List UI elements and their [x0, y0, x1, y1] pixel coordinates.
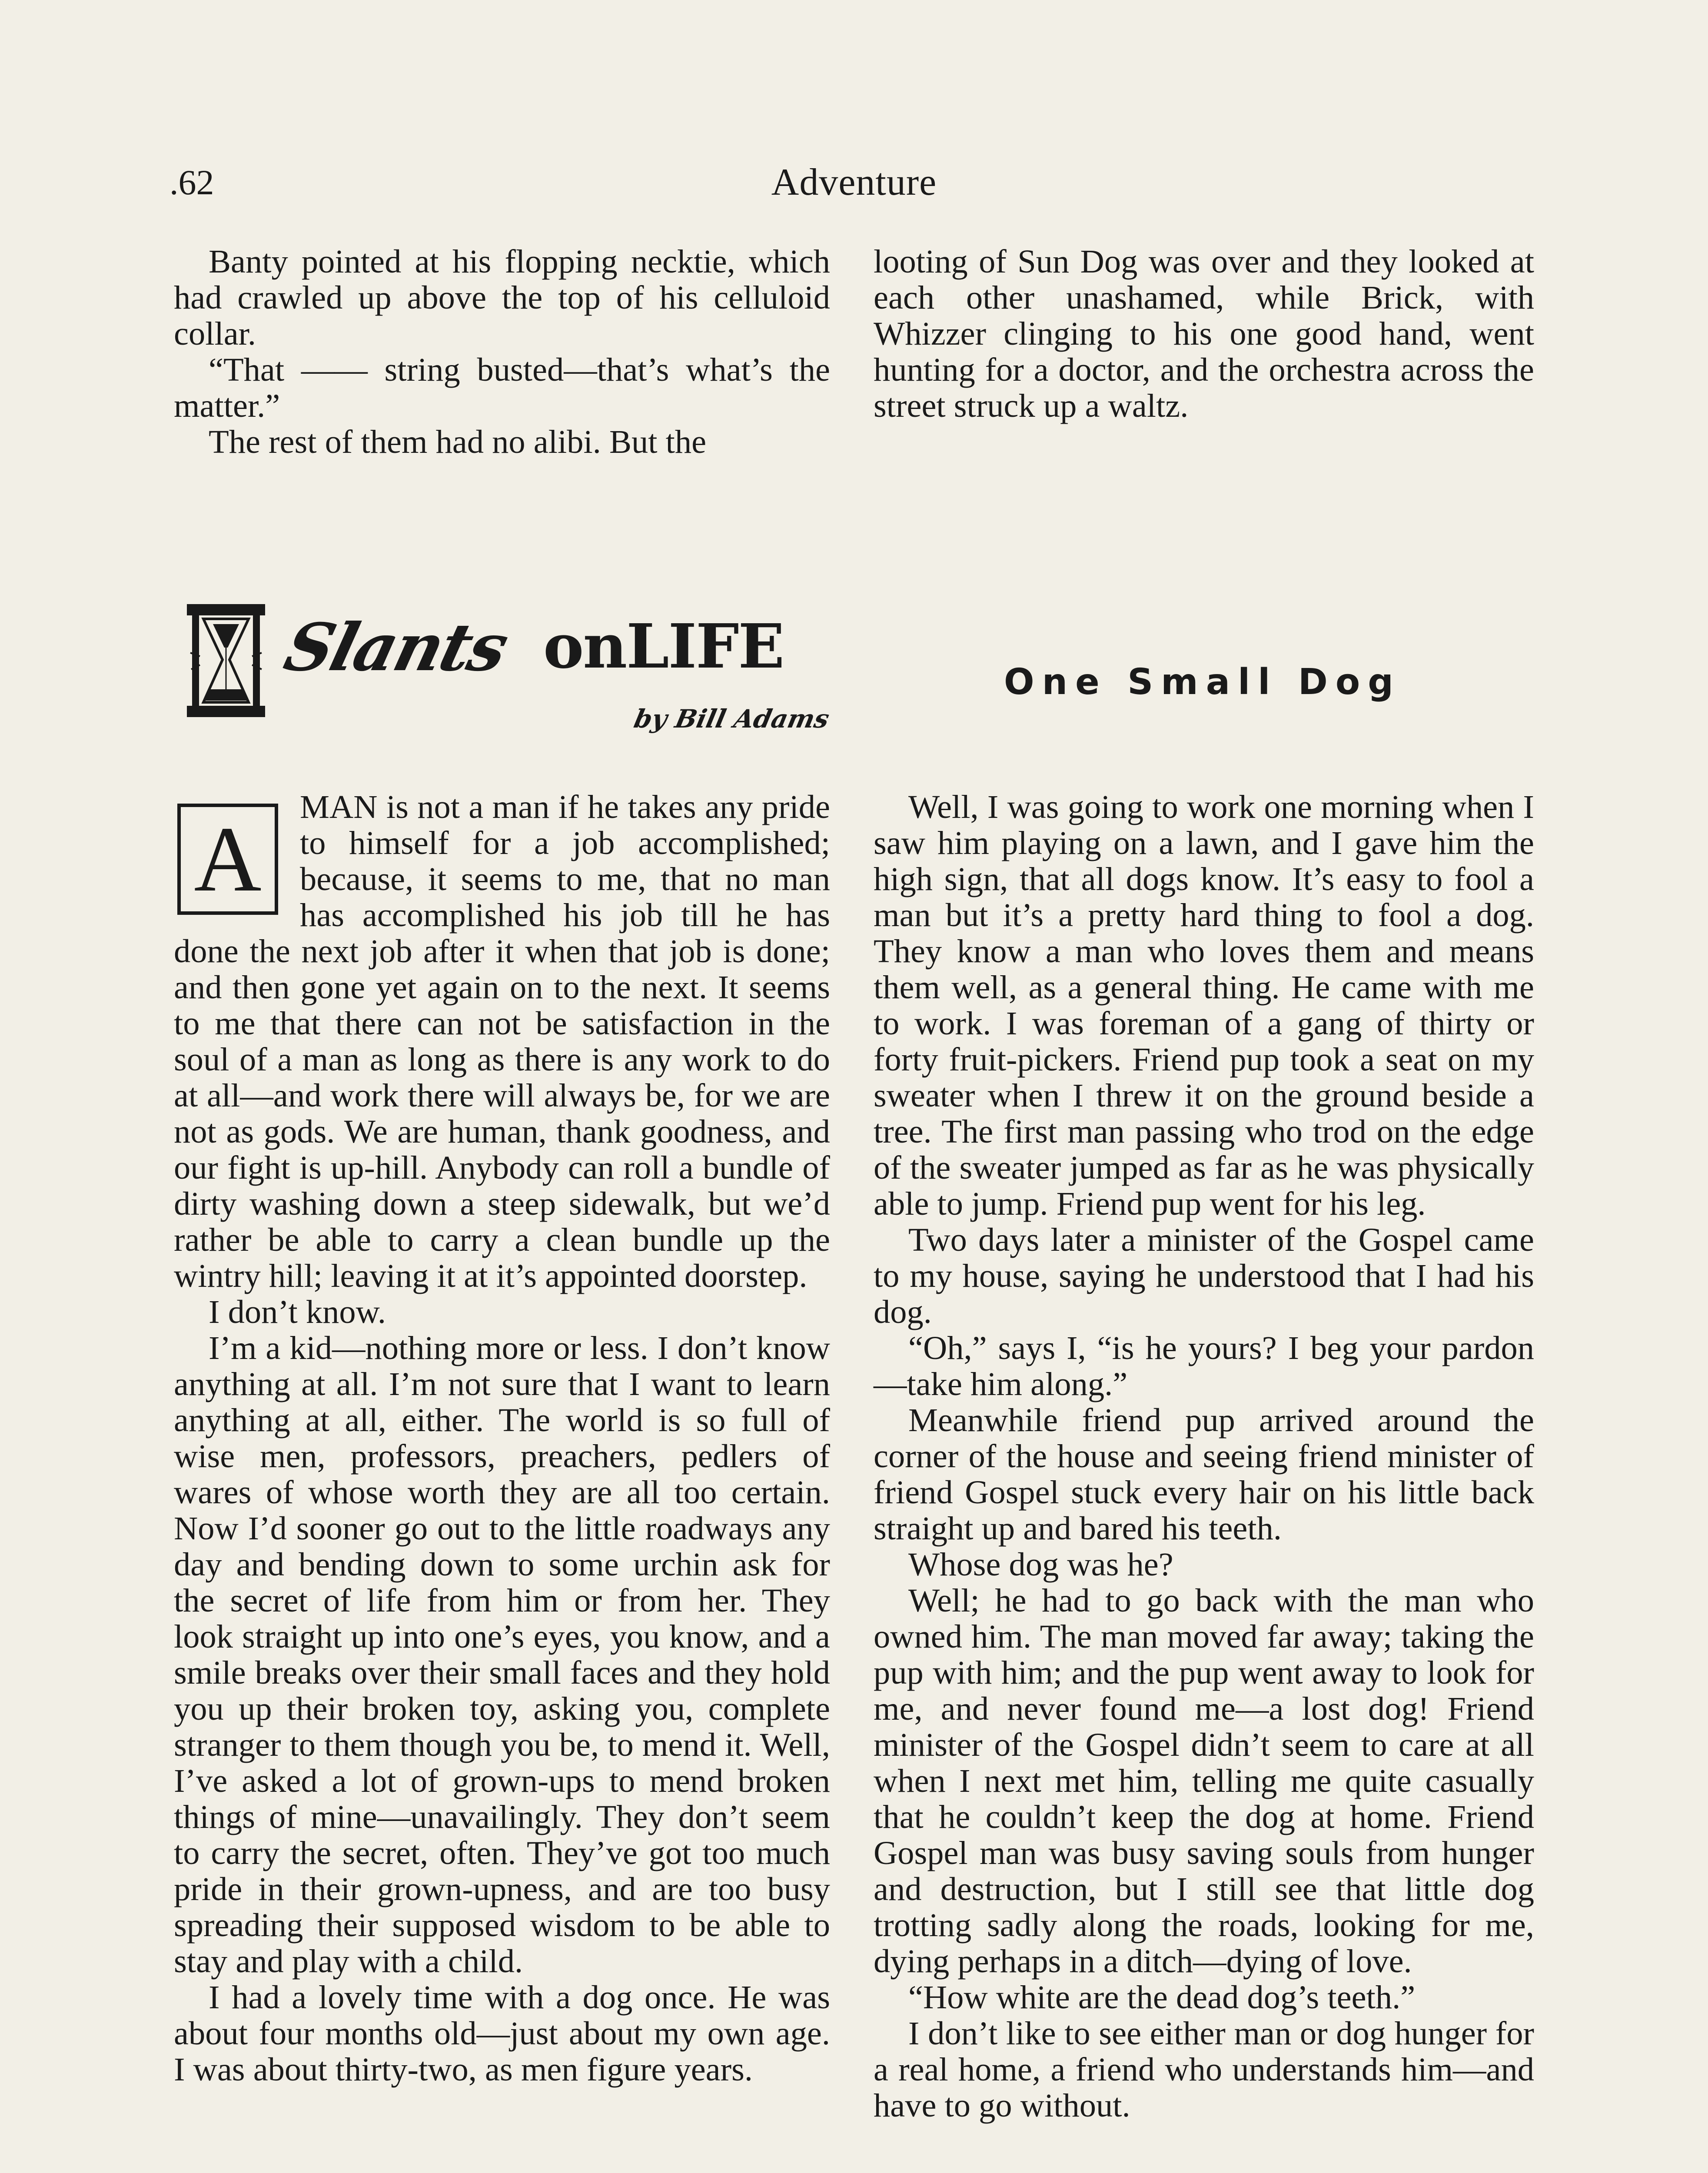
paragraph: “Oh,” says I, “is he yours? I beg your pardon—take him along.”	[874, 1329, 1534, 1402]
paragraph: Well, I was going to work one morning when I saw him playing on a lawn, and I gave him the high sign, that all dogs know. It’s easy to fool a man but it’s a pretty hard thing to fool a dog. They know a man who loves them and means them well, as a general thing. He came with me to work. I was foreman of a gang of thirty or forty fruit-pickers. Friend pup took a seat on my sweater when I threw it on the ground beside a tree. The first man passing who trod on the edge of the sweater jumped as far as he was physically able to jump. Friend pup went for his leg.	[874, 788, 1534, 1222]
page-header	[169, 156, 1539, 209]
opening-paragraph: MAN is not a man if he takes any pride to himself for a job accomplished; because, it seems to me, that no man has accomplished his job till he has done the next job after it when that job is done; and then gone yet again on to the next. It seems to me that there can not be satisfaction in the soul of a man as long as there is any work to do at all—and work there will always be, for we are not as gods. We are human, thank goodness, and our fight is up-hill. Anybody can roll a bundle of dirty washing down a steep sidewalk, but we’d rather be able to carry a clean bundle up the wintry hill; leaving it at it’s appointed doorstep.	[174, 788, 830, 1294]
page-number: .62	[169, 163, 214, 202]
paragraph: Well; he had to go back with the man who owned him. The man moved far away; taking the pup with him; and the pup went away to look for me, and never found me—a lost dog! Friend minister of the Gospel didn’t seem to care at all when I next met him, telling me quite casually that he couldn’t keep the dog at home. Friend Gospel man was busy saving souls from hunger and destruction, but I still see that little dog trotting sadly along the roads, looking for me, dying perhaps in a ditch—dying of love.	[874, 1582, 1534, 1980]
hourglass-icon	[183, 604, 269, 717]
paragraph: “That —— string busted—that’s what’s the matter.”	[174, 351, 830, 424]
running-title: Adventure	[771, 161, 937, 203]
department-title-script: Slants	[277, 609, 515, 686]
department-title-block: onLIFE	[543, 611, 784, 682]
paragraph: “How white are the dead dog’s teeth.”	[908, 1979, 1416, 2016]
department-logo	[183, 595, 847, 734]
article-left-column	[174, 789, 830, 2087]
paragraph: Whose dog was he?	[908, 1546, 1173, 1583]
paragraph: looting of Sun Dog was over and they looked at each other unashamed, while Brick, with Whizzer clinging to his one good hand, went hunting for a doctor, and the orchestra across the street struck up a waltz.	[874, 243, 1534, 424]
drop-cap	[174, 789, 287, 919]
paragraph: Banty pointed at his flopping necktie, which had crawled up above the top of his celluloid collar.	[174, 243, 830, 352]
paragraph: I’m a kid—nothing more or less. I don’t know anything at all. I’m not sure that I want to learn anything at all, either. The world is so full of wise men, professors, preachers, pedlers of wares of whose worth they are all too certain. Now I’d sooner go out to the little roadways any day and bending down to some urchin ask for the secret of life from him or from her. They look straight up into one’s eyes, you know, and a smile breaks over their small faces and they hold you up their broken toy, asking you, complete stranger to them though you be, to mend it. Well, I’ve asked a lot of grown-ups to mend broken things of mine—unavailingly. They don’t seem to carry the secret, often. They’ve got too much pride in their grown-upness, and are too busy spreading their supposed wisdom to be able to stay and play with a child.	[174, 1329, 830, 1980]
article-right-column	[874, 789, 1534, 2123]
paragraph: I don’t know.	[209, 1293, 386, 1330]
paragraph: The rest of them had no alibi. But the	[209, 423, 707, 460]
byline: by Bill Adams	[631, 704, 832, 734]
article-title: One Small Dog	[1004, 661, 1401, 703]
paragraph: Two days later a minister of the Gospel came to my house, saying he understood that I had his dog.	[874, 1221, 1534, 1330]
paragraph: I had a lovely time with a dog once. He was about four months old—just about my own age. I was about thirty-two, as men figure years.	[174, 1979, 830, 2088]
drop-cap-letter: A	[194, 807, 262, 911]
continuation-right-column	[874, 243, 1534, 424]
paragraph: I don’t like to see either man or dog hunger for a real home, a friend who understands him—and have to go without.	[874, 2015, 1534, 2124]
continuation-left-column	[174, 243, 830, 460]
paragraph: Meanwhile friend pup arrived around the corner of the house and seeing friend minister of friend Gospel stuck every hair on his little back straight up and bared his teeth.	[874, 1402, 1534, 1547]
